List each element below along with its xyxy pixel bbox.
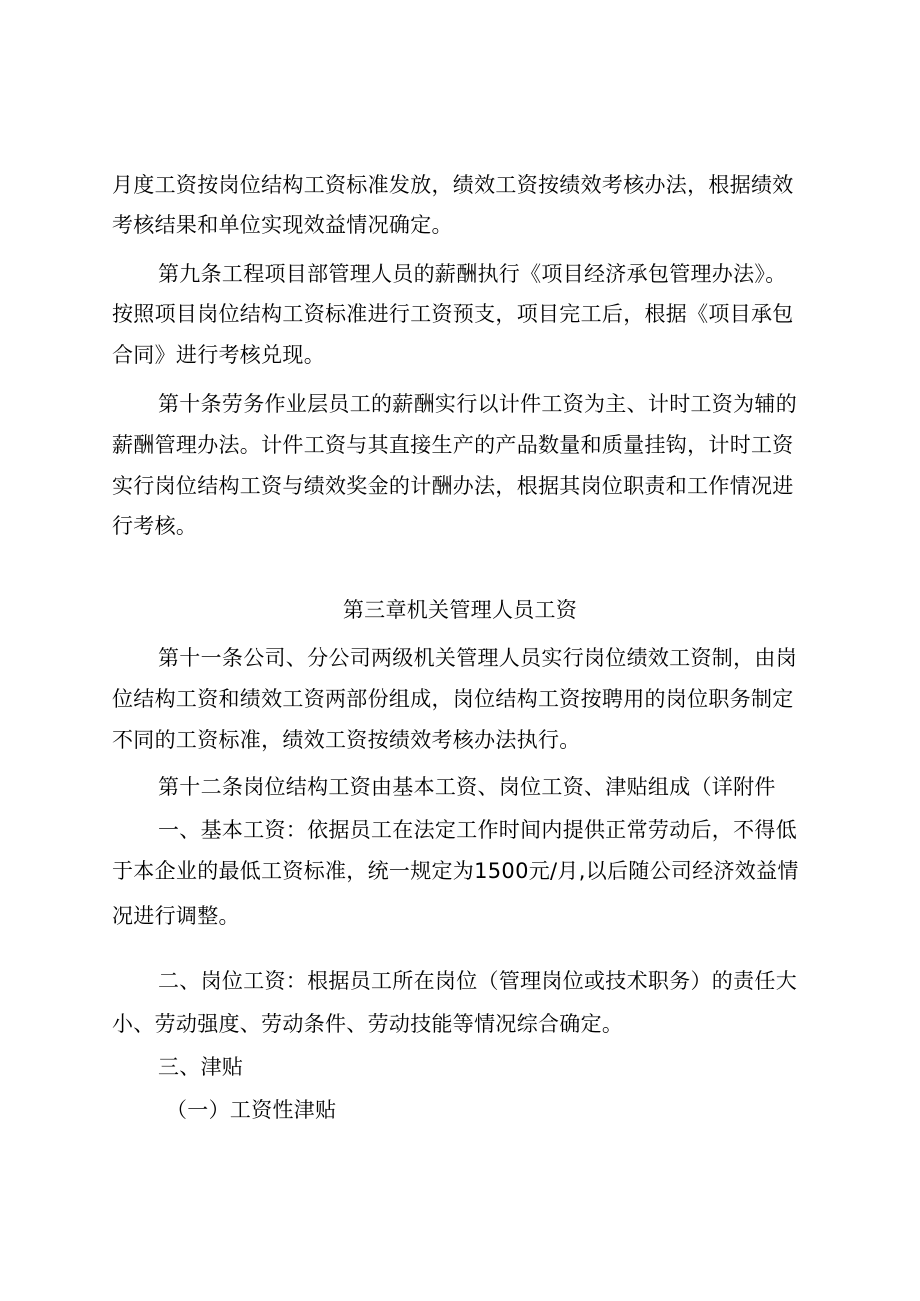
chapter-heading: 第三章机关管理人员工资 xyxy=(342,598,578,622)
paragraph-line: 考核结果和单位实现效益情况确定。 xyxy=(112,213,453,237)
article-9-line: 第九条工程项目部管理人员的薪酬执行《项目经济承包管理办法》。 xyxy=(158,262,787,286)
item-allowance-line: 三、津贴 xyxy=(158,1055,244,1079)
paragraph-line: 于本企业的最低工资标准，统一规定为1500元/月,以后随公司经济效益情 xyxy=(112,859,799,883)
paragraph-line: 实行岗位结构工资与绩效奖金的计酬办法，根据其岗位职责和工作情况进 xyxy=(112,474,794,498)
article-10-line: 第十条劳务作业层员工的薪酬实行以计件工资为主、计时工资为辅的 xyxy=(158,392,797,416)
item-basic-wage-line: 一、基本工资：依据员工在法定工作时间内提供正常劳动后，不得低 xyxy=(158,818,797,842)
paragraph-line: 月度工资按岗位结构工资标准发放，绩效工资按绩效考核办法，根据绩效 xyxy=(112,173,794,197)
paragraph-line: 薪酬管理办法。计件工资与其直接生产的产品数量和质量挂钩，计时工资 xyxy=(112,433,794,457)
paragraph-line: 按照项目岗位结构工资标准进行工资预支，项目完工后，根据《项目承包 xyxy=(112,302,794,326)
paragraph-line: 小、劳动强度、劳动条件、劳动技能等情况综合确定。 xyxy=(112,1012,624,1036)
paragraph-line: 不同的工资标准，绩效工资按绩效考核办法执行。 xyxy=(112,728,581,752)
paragraph-line: 合同》进行考核兑现。 xyxy=(112,343,325,367)
sub-item-wage-allowance-line: （一）工资性津贴 xyxy=(166,1098,337,1122)
paragraph-line: 位结构工资和绩效工资两部份组成，岗位结构工资按聘用的岗位职务制定 xyxy=(112,687,794,711)
article-11-line: 第十一条公司、分公司两级机关管理人员实行岗位绩效工资制，由岗 xyxy=(158,646,797,670)
article-12-line: 第十二条岗位结构工资由基本工资、岗位工资、津贴组成（详附件 xyxy=(158,775,776,799)
item-position-wage-line: 二、岗位工资：根据员工所在岗位（管理岗位或技术职务）的责任大 xyxy=(158,969,797,993)
paragraph-line: 行考核。 xyxy=(112,514,198,538)
paragraph-line: 况进行调整。 xyxy=(112,904,240,928)
